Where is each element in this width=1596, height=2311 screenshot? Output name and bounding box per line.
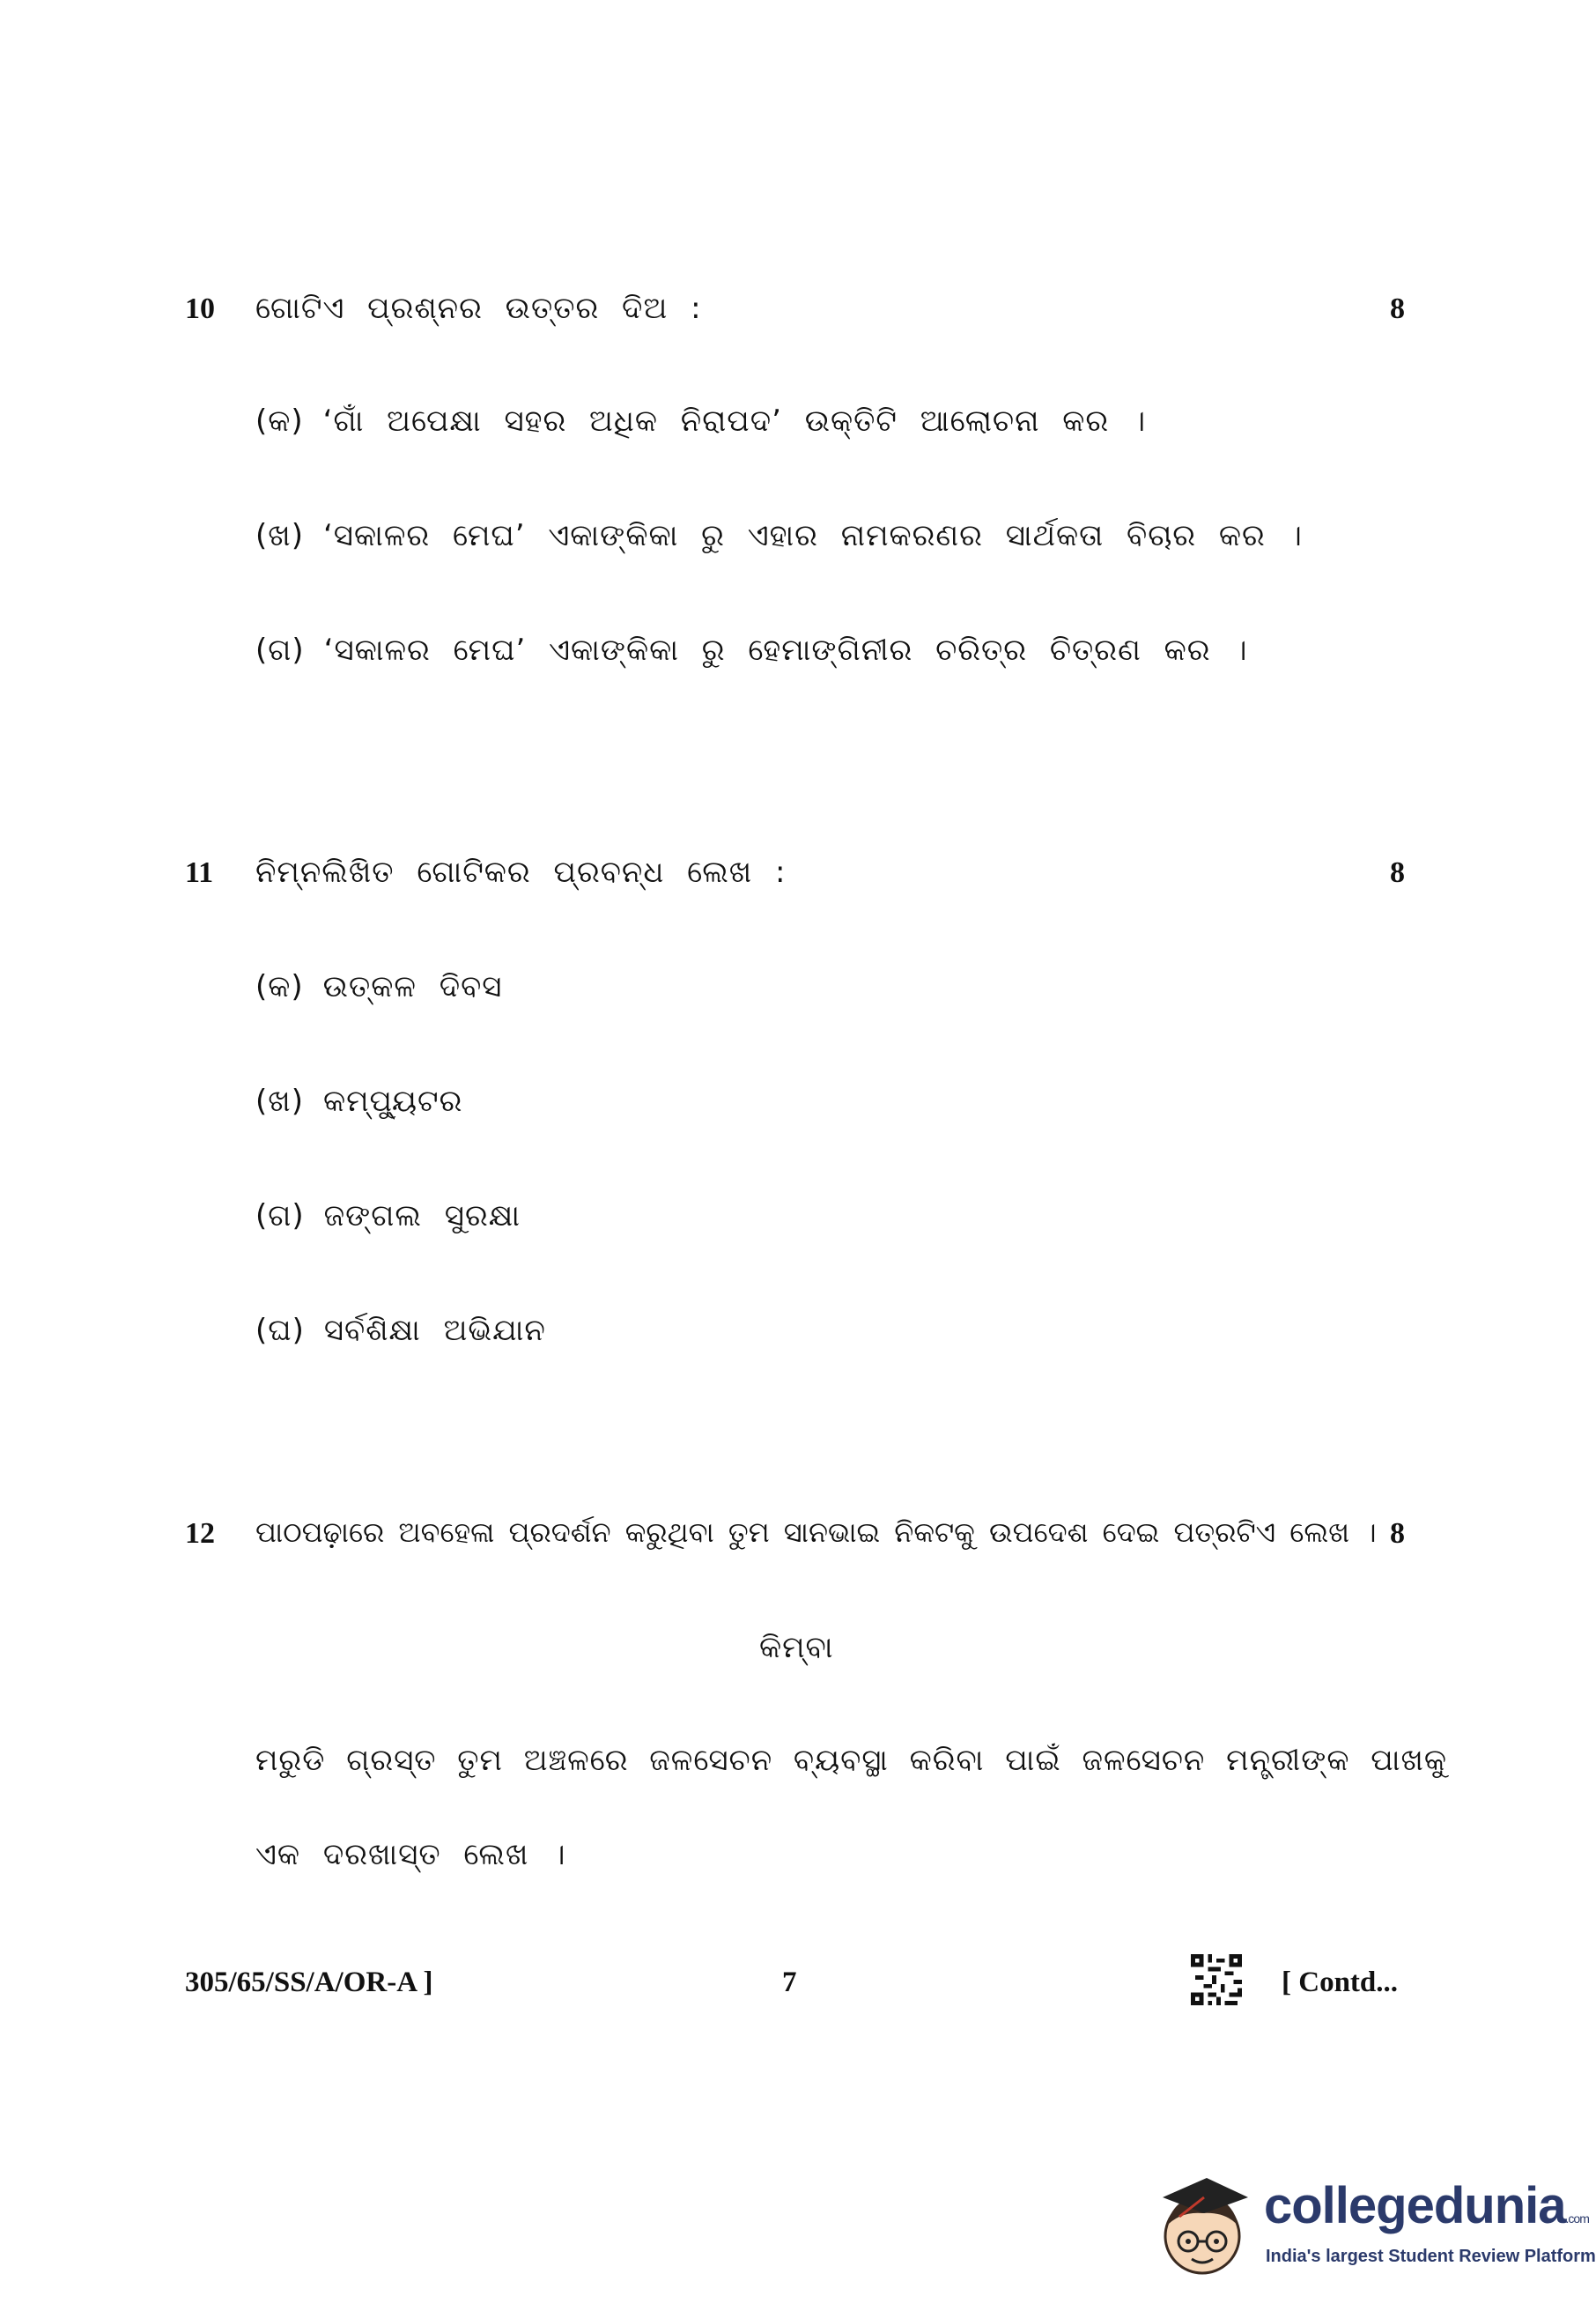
option-label: (ଗ) <box>255 633 305 668</box>
question-12-alternative-line-2: ଏକ ଦରଖାସ୍ତ ଲେଖ । <box>255 1837 566 1872</box>
question-10-option-ka <box>255 404 1146 439</box>
collegedunia-logo <box>1149 2159 1596 2291</box>
question-11-marks: 8 <box>1390 856 1405 889</box>
brand-name: collegedunia.com <box>1264 2177 1589 2234</box>
option-label: (ଖ) <box>255 518 304 553</box>
option-text: ‘ଗାଁ ଅପେକ୍ଷା ସହର ଅଧିକ ନିରାପଦ’ ଉକ୍ତିଟି ଆଲୋଚନା କର । <box>322 404 1147 439</box>
brand-tagline: India's largest Student Review Platform <box>1266 2247 1596 2266</box>
question-10-number: 10 <box>185 293 215 325</box>
option-label: (ଗ) <box>255 1198 305 1233</box>
option-text: କମ୍ପ୍ୟୁଟର <box>322 1084 463 1119</box>
question-10-marks: 8 <box>1390 293 1405 325</box>
question-12-alternative-line-1: ମରୁଡି ଗ୍ରସ୍ତ ତୁମ ଅଞ୍ଚଳରେ ଜଳସେଚନ ବ୍ୟବସ୍ଥା କରିବା ପାଇଁ ଜଳସେଚନ ମନ୍ତ୍ରୀଙ୍କ ପାଖକୁ <box>255 1743 1448 1778</box>
question-12-marks: 8 <box>1390 1517 1405 1550</box>
option-text: ଉତ୍କଳ ଦିବସ <box>322 969 503 1004</box>
question-12-number: 12 <box>185 1517 215 1550</box>
option-text: ଜଙ୍ଗଲ ସୁରକ୍ଷା <box>323 1198 521 1233</box>
question-11-number: 11 <box>185 856 214 889</box>
question-11-option-gha <box>255 1313 546 1348</box>
option-label: (କ) <box>255 969 304 1004</box>
option-label: (ଖ) <box>255 1084 304 1119</box>
question-10-option-ga <box>255 633 1248 668</box>
continued-label: [ Contd... <box>1282 1967 1399 1998</box>
question-10-prompt: ଗୋଟିଏ ପ୍ରଶ୍ନର ଉତ୍ତର ଦିଅ : <box>255 291 702 326</box>
option-label: (ଘ) <box>255 1313 305 1348</box>
question-11-option-ka <box>255 969 502 1004</box>
option-text: ‘ସକାଳର ମେଘ’ ଏକାଙ୍କିକା ରୁ ଏହାର ନାମକରଣର ସାର୍ଥକତା ବିଚାର କର । <box>322 518 1303 553</box>
question-11-option-ga <box>255 1198 521 1233</box>
or-separator: କିମ୍ବା <box>759 1630 834 1665</box>
question-10-option-kha <box>255 518 1303 553</box>
option-text: ସର୍ବଶିକ୍ଷା ଅଭିଯାନ <box>323 1313 546 1348</box>
qr-code-icon <box>1191 1954 1242 2005</box>
student-mascot-icon <box>1149 2159 1255 2291</box>
question-12-prompt: ପାଠପଢ଼ାରେ ଅବହେଳା ପ୍ରଦର୍ଶନ କରୁଥିବା ତୁମ ସାନଭାଇ ନିକଟକୁ ଉପଦେଶ ଦେଇ ପତ୍ରଟିଏ ଲେଖ । <box>255 1515 1377 1549</box>
option-label: (କ) <box>255 404 304 439</box>
question-11-prompt: ନିମ୍ନଲିଖିତ ଗୋଟିକର ପ୍ରବନ୍ଧ ଲେଖ : <box>255 855 787 890</box>
option-text: ‘ସକାଳର ମେଘ’ ଏକାଙ୍କିକା ରୁ ହେମାଙ୍ଗିନୀର ଚରିତ୍ର ଚିତ୍ରଣ କର । <box>323 633 1248 668</box>
paper-code: 305/65/SS/A/OR-A ] <box>185 1967 433 1998</box>
page-number: 7 <box>782 1967 797 1998</box>
question-11-option-kha <box>255 1084 462 1119</box>
